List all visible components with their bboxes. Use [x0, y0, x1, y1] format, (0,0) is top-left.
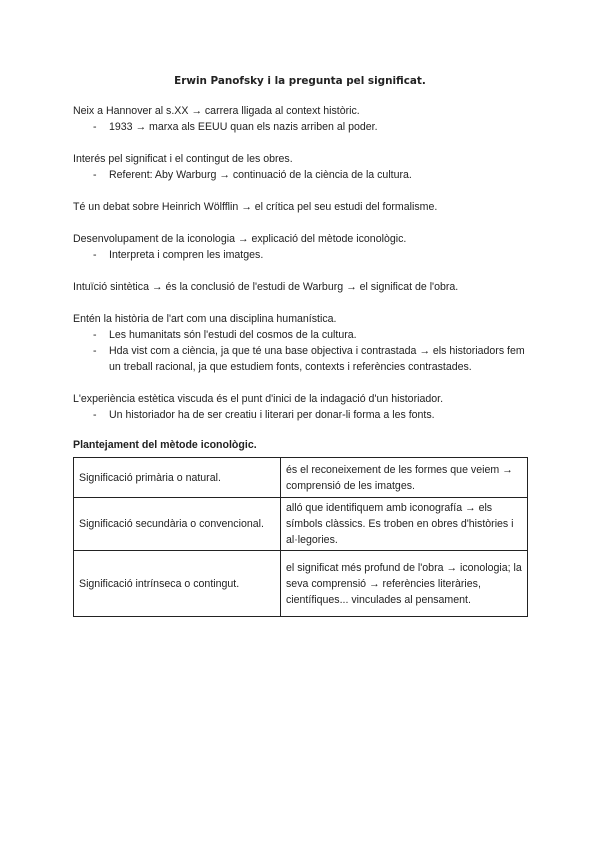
table-row	[74, 458, 528, 498]
paragraph: Té un debat sobre Heinrich Wölfflin → el crítica pel seu estudi del formalisme.	[73, 201, 438, 213]
bullet-item	[93, 343, 533, 375]
meaning-level-cell: Significació secundària o convencional.	[74, 498, 281, 551]
meaning-level-cell: Significació intrínseca o contingut.	[74, 551, 281, 617]
description-cell: el significat més profund de l'obra → iconologia; la seva comprensió → referències literàries, científiques... vinculades al pensament.	[281, 551, 528, 617]
meaning-level-cell: Significació primària o natural.	[74, 458, 281, 498]
bullet-text: 1933 → marxa als EEUU quan els nazis arriben al poder.	[109, 121, 378, 133]
bullet-item	[93, 167, 533, 183]
paragraph: Neix a Hannover al s.XX → carrera lligada al context històric.	[73, 105, 360, 117]
bullet-text: Un historiador ha de ser creatiu i literari per donar-li forma a les fonts.	[109, 409, 435, 421]
bullet-text: Hda vist com a ciència, ja que té una base objectiva i contrastada → els historiadors fem un treball racional, ja que estudiem fonts, contexts i referències contrastades.	[109, 345, 525, 373]
bullet-item	[93, 247, 533, 263]
paragraph: Interés pel significat i el contingut de les obres.	[73, 153, 293, 165]
table-row	[74, 498, 528, 551]
document-title: Erwin Panofsky i la pregunta pel significat.	[174, 75, 426, 87]
bullet-dash: -	[93, 249, 97, 261]
bullet-dash: -	[93, 409, 97, 421]
paragraph: L'experiència estètica viscuda és el punt d'inici de la indagació d'un historiador.	[73, 393, 444, 405]
description-cell: és el reconeixement de les formes que veiem → comprensió de les imatges.	[281, 458, 528, 498]
bullet-dash: -	[93, 169, 97, 181]
paragraph: Intuïció sintètica → és la conclusió de l'estudi de Warburg → el significat de l'obra.	[73, 281, 459, 293]
bullet-text: Interpreta i compren les imatges.	[109, 249, 264, 261]
bullet-item	[93, 327, 533, 343]
bullet-text: Les humanitats són l'estudi del cosmos de la cultura.	[109, 329, 357, 341]
paragraph: Entén la història de l'art com una disciplina humanística.	[73, 313, 337, 325]
bullet-item	[93, 407, 533, 423]
bullet-text: Referent: Aby Warburg → continuació de la ciència de la cultura.	[109, 169, 412, 181]
table-heading: Plantejament del mètode iconològic.	[73, 439, 257, 451]
bullet-item	[93, 119, 533, 135]
bullet-dash: -	[93, 329, 97, 341]
table-row	[74, 551, 528, 617]
bullet-dash: -	[93, 121, 97, 133]
paragraph: Desenvolupament de la iconologia → explicació del mètode iconològic.	[73, 233, 407, 245]
iconological-method-table	[73, 457, 528, 617]
description-cell: alló que identifiquem amb iconografía → els símbols clàssics. Es troben en obres d'històries i al·legories.	[281, 498, 528, 551]
bullet-dash: -	[93, 345, 97, 357]
